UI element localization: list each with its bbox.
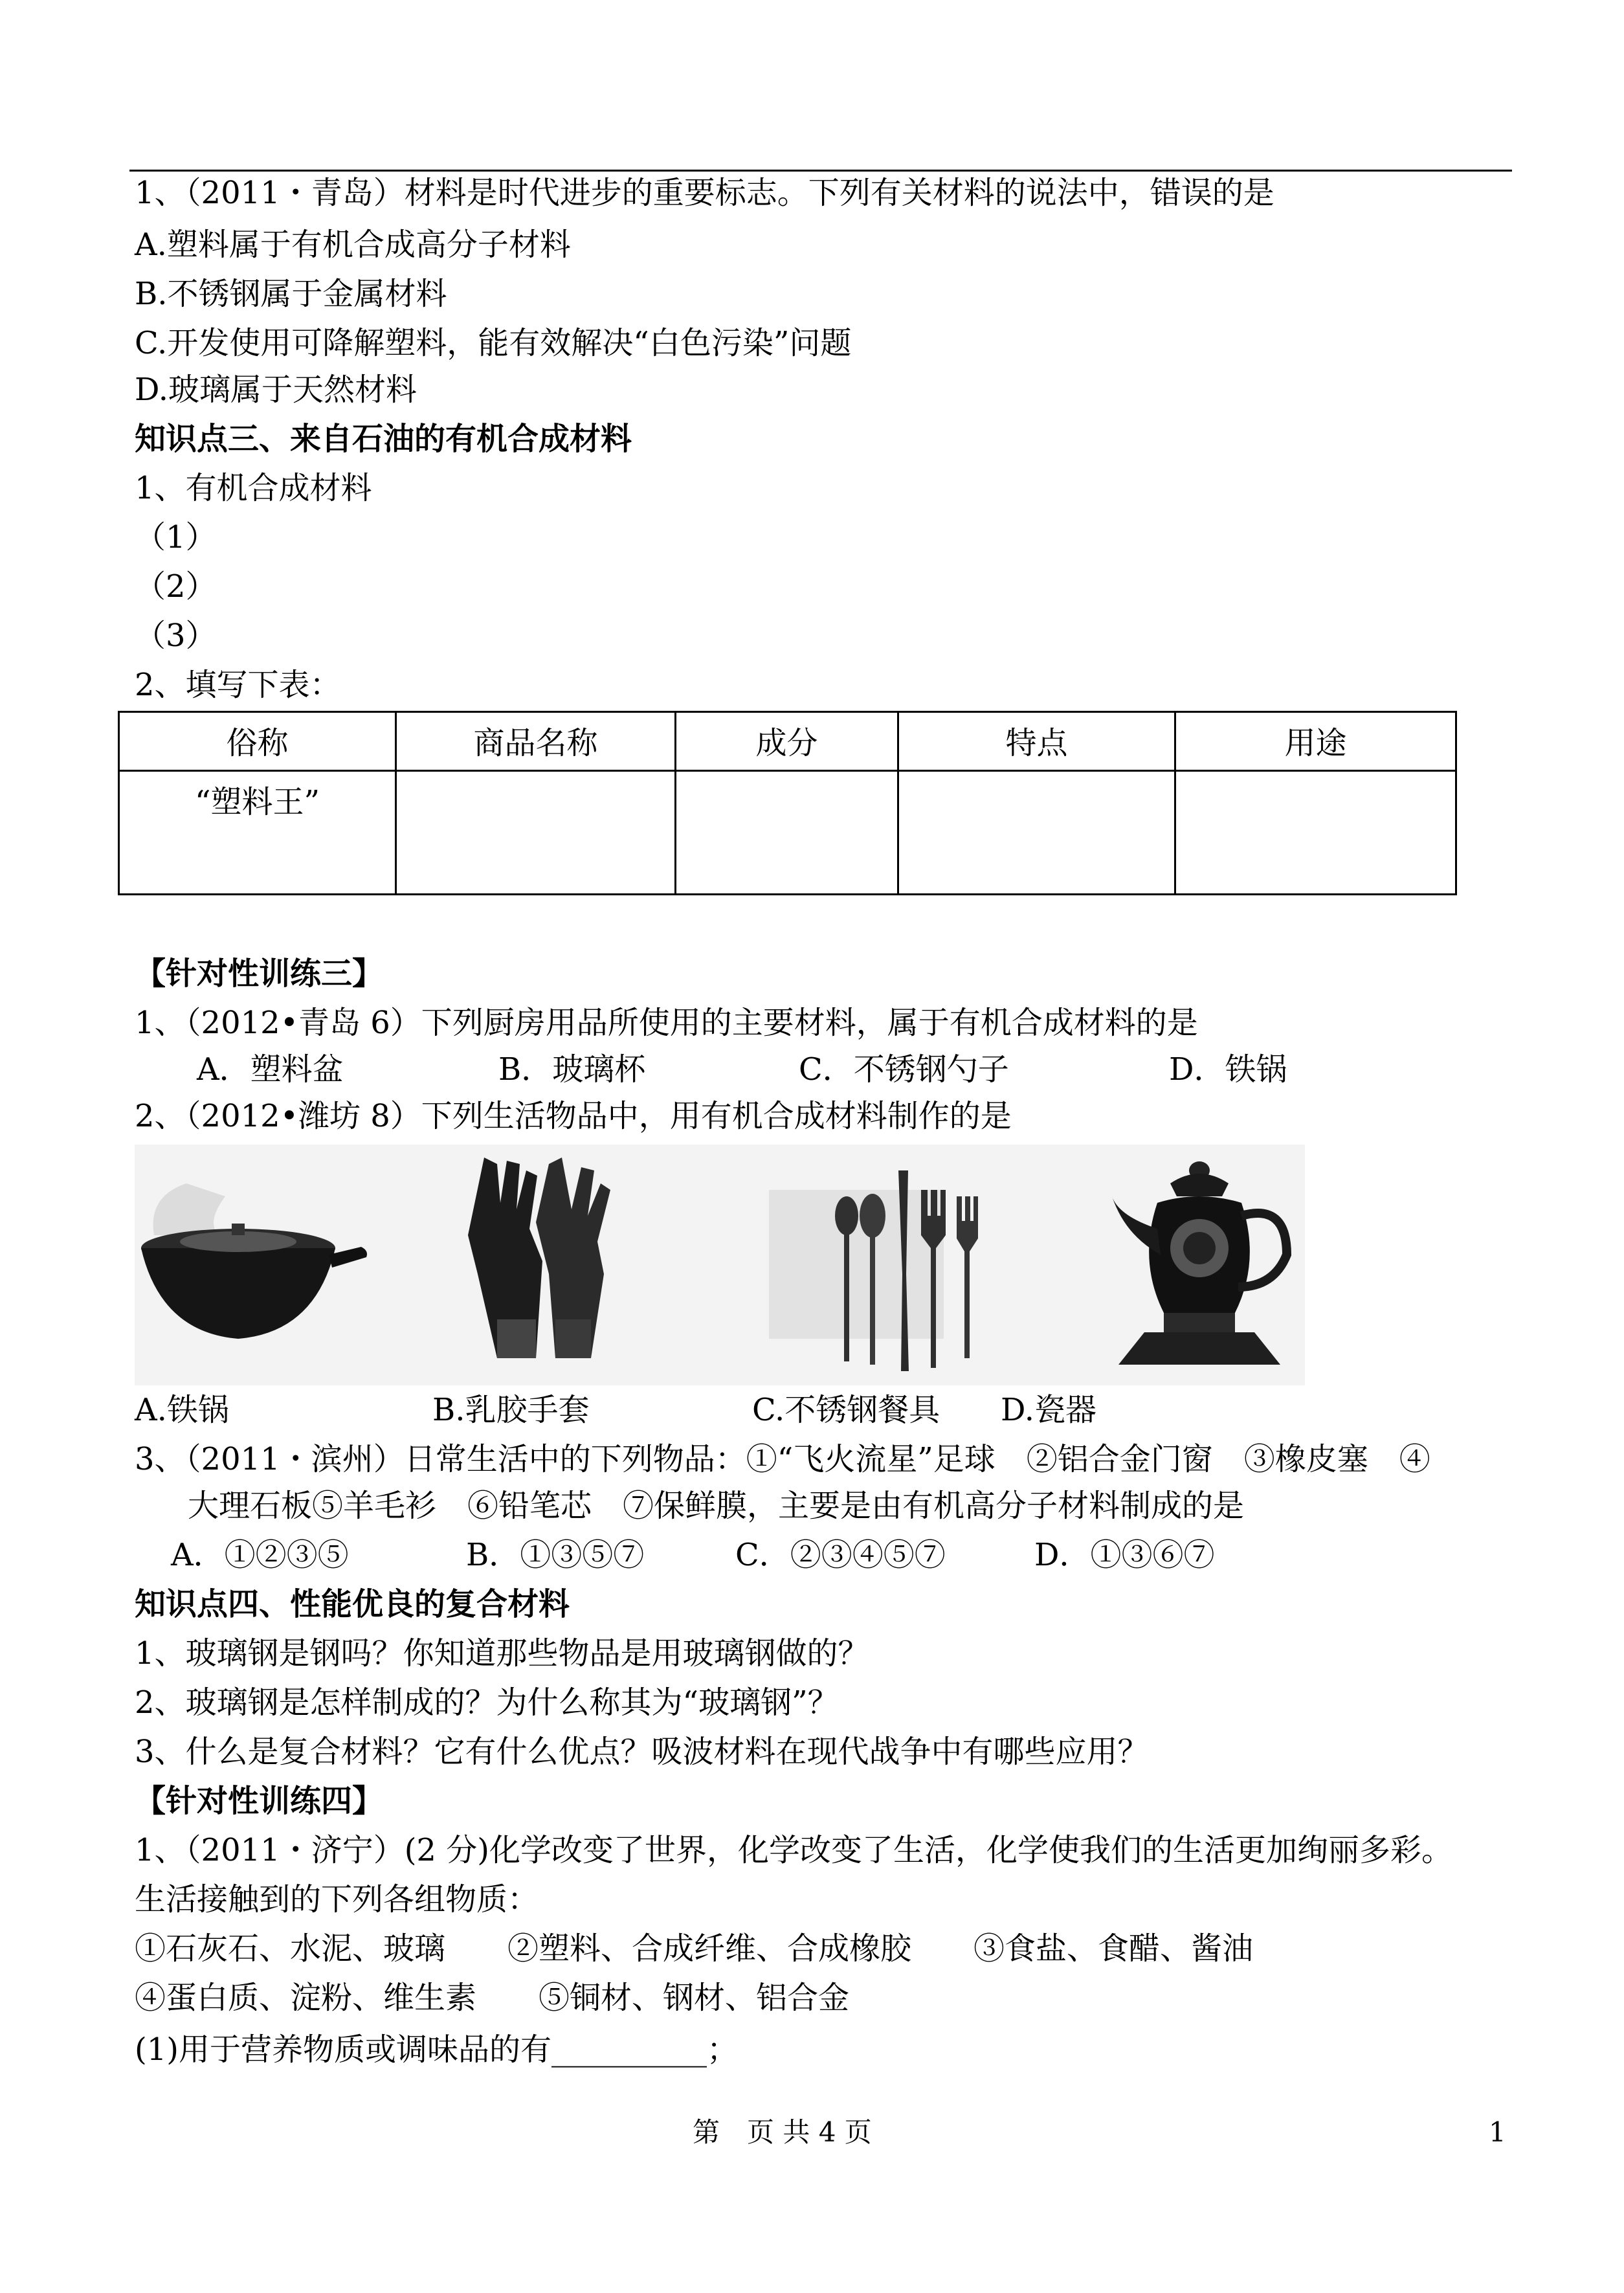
training3-q2-option-b: B.乳胶手套 (432, 1392, 590, 1428)
training4-q1-line2: 生活接触到的下列各组物质： (135, 1881, 539, 1918)
option-a: A.塑料属于有机合成高分子材料 (135, 227, 571, 263)
training3-q1: 1、（2012•青岛 6）下列厨房用品所使用的主要材料，属于有机合成材料的是 (135, 1005, 1198, 1041)
table-row (119, 771, 1456, 895)
table-header: 用途 (1175, 712, 1456, 771)
header-rule (129, 170, 1512, 172)
training3-q3-option-d: D．①③⑥⑦ (1034, 1537, 1215, 1573)
section3-sub-2: （2） (135, 568, 217, 605)
training4-groups-line1: ①石灰石、水泥、玻璃 ②塑料、合成纤维、合成橡胶 ③食盐、食醋、酱油 (135, 1930, 1254, 1967)
training3-q1-option-c: C．不锈钢勺子 (799, 1051, 1009, 1088)
cutlery-image (769, 1170, 978, 1371)
table-cell (1175, 771, 1456, 895)
section4-q2: 2、玻璃钢是怎样制成的？为什么称其为“玻璃钢”？ (135, 1684, 839, 1721)
teapot-image (1112, 1161, 1287, 1365)
table-header: 俗称 (119, 712, 396, 771)
section3-sub-1: （1） (135, 519, 217, 555)
table-cell (676, 771, 898, 895)
training3-q1-option-d: D．铁锅 (1169, 1051, 1287, 1088)
photo-strip-svg (135, 1145, 1305, 1385)
table-cell (898, 771, 1175, 895)
table-header: 商品名称 (396, 712, 676, 771)
training3-q1-option-b: B．玻璃杯 (498, 1051, 646, 1088)
page-number: 1 (1489, 2116, 1506, 2148)
training4-groups-line2: ④蛋白质、淀粉、维生素 ⑤铜材、钢材、铝合金 (135, 1980, 850, 2016)
section4-q3: 3、什么是复合材料？它有什么优点？吸波材料在现代战争中有哪些应用？ (135, 1734, 1149, 1770)
training3-q3-option-a: A．①②③⑤ (171, 1537, 349, 1573)
wok-image (141, 1183, 367, 1339)
section3-sub-3: （3） (135, 618, 217, 654)
training-heading-3: 【针对性训练三】 (135, 956, 384, 992)
section3-item-2: 2、填写下表： (135, 667, 341, 703)
training4-blank-1: (1)用于营养物质或调味品的有__________； (135, 2031, 738, 2068)
option-c: C.开发使用可降解塑料，能有效解决“白色污染”问题 (135, 325, 852, 361)
gloves-image (468, 1158, 610, 1358)
training3-q2: 2、（2012•潍坊 8）下列生活物品中，用有机合成材料制作的是 (135, 1098, 1012, 1134)
page-footer: 第 页 共 4 页 (693, 2116, 872, 2148)
table-header: 成分 (676, 712, 898, 771)
training3-q3-option-b: B．①③⑤⑦ (466, 1537, 645, 1573)
section4-q1: 1、玻璃钢是钢吗？你知道那些物品是用玻璃钢做的？ (135, 1635, 869, 1672)
item-photos (135, 1145, 1305, 1385)
fill-in-table (118, 711, 1457, 895)
training4-q1-line1: 1、（2011・济宁）(2 分)化学改变了世界，化学改变了生活，化学使我们的生活更加绚丽多彩。 (135, 1832, 1452, 1868)
training3-q2-option-c: C.不锈钢餐具 (752, 1392, 940, 1428)
training3-q2-option-d: D.瓷器 (1001, 1392, 1097, 1428)
section3-item-1: 1、有机合成材料 (135, 470, 372, 506)
table-cell (396, 771, 676, 895)
training3-q2-option-a: A.铁锅 (135, 1392, 229, 1428)
section-heading-4: 知识点四、性能优良的复合材料 (135, 1586, 570, 1622)
training-heading-4: 【针对性训练四】 (135, 1783, 384, 1819)
section-heading-3: 知识点三、来自石油的有机合成材料 (135, 421, 632, 457)
training3-q3-option-c: C．②③④⑤⑦ (735, 1537, 946, 1573)
question-stem: 1、（2011・青岛）材料是时代进步的重要标志。下列有关材料的说法中，错误的是 (135, 175, 1274, 211)
option-d: D.玻璃属于天然材料 (135, 372, 417, 408)
table-header-row (119, 712, 1456, 771)
table-header: 特点 (898, 712, 1175, 771)
training3-q3-line1: 3、（2011・滨州）日常生活中的下列物品：①“飞火流星”足球 ②铝合金门窗 ③橡皮塞 ④ (135, 1441, 1430, 1477)
table-cell: “塑料王” (119, 771, 396, 895)
option-b: B.不锈钢属于金属材料 (135, 276, 447, 312)
training3-q3-line2: 大理石板⑤羊毛衫 ⑥铅笔芯 ⑦保鲜膜，主要是由有机高分子材料制成的是 (188, 1488, 1245, 1524)
training3-q1-option-a: A．塑料盆 (197, 1051, 344, 1088)
